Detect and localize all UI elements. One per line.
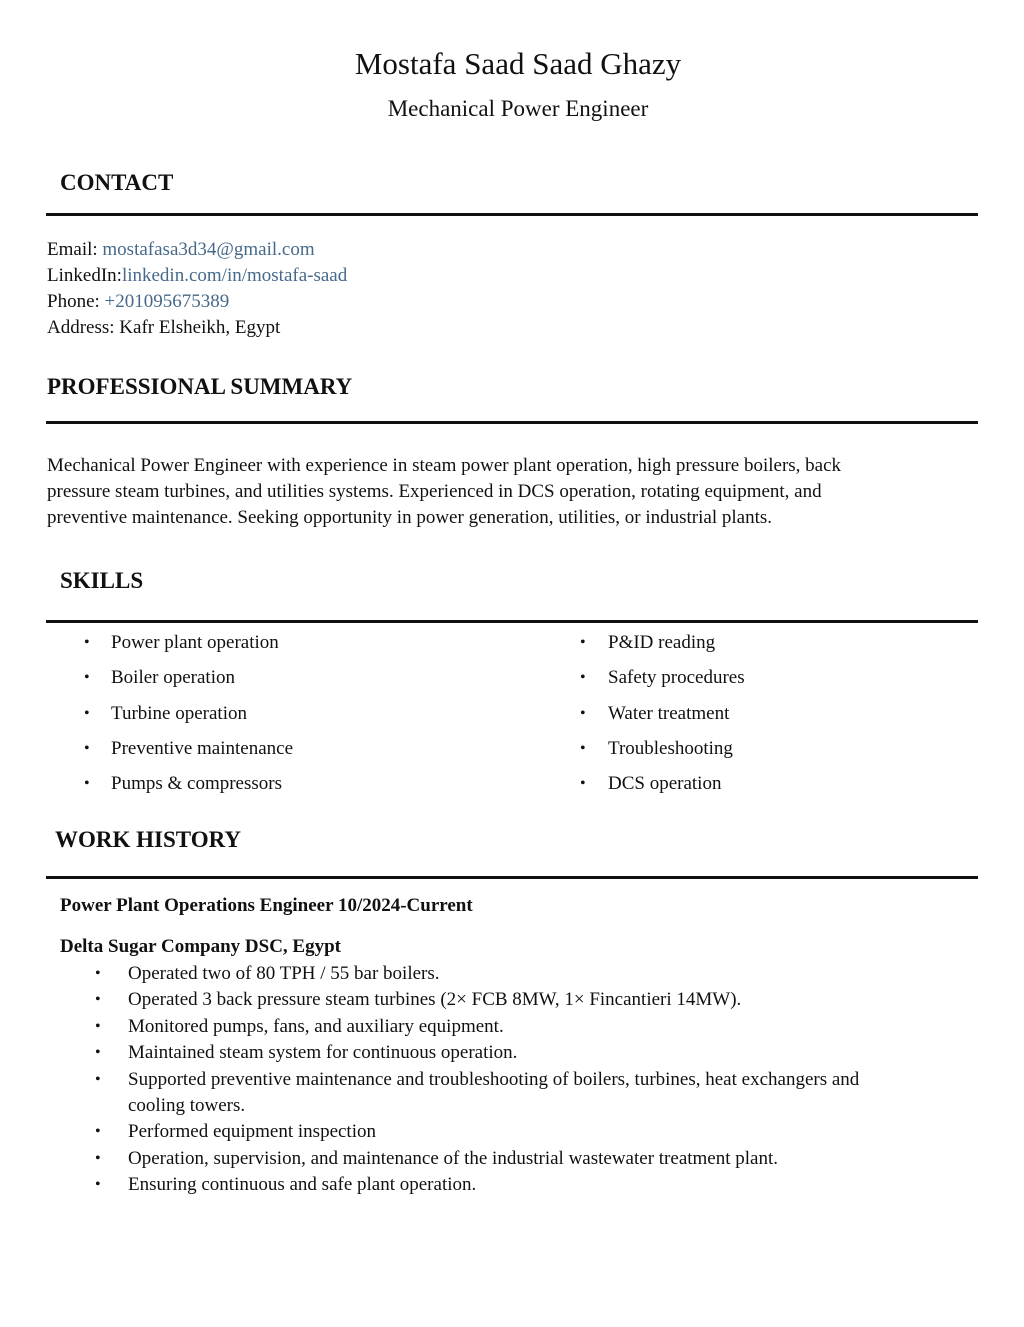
summary-divider <box>46 421 978 424</box>
summary-heading: PROFESSIONAL SUMMARY <box>47 374 353 399</box>
email-link[interactable]: mostafasa3d34@gmail.com <box>102 239 315 260</box>
summary-line: Mechanical Power Engineer with experience in steam power plant operation, high pressure boilers, back <box>47 455 842 476</box>
summary-line: preventive maintenance. Seeking opportunity in power generation, utilities, or industrial plants. <box>47 507 772 528</box>
skill-item: Safety procedures <box>608 667 745 688</box>
address-line: Address: Kafr Elsheikh, Egypt <box>47 317 281 338</box>
work-bullet: Maintained steam system for continuous operation. <box>128 1042 518 1064</box>
work-bullet: Monitored pumps, fans, and auxiliary equipment. <box>128 1015 504 1037</box>
summary-line: pressure steam turbines, and utilities systems. Experienced in DCS operation, rotating equipment, and <box>47 481 822 502</box>
company-name: Delta Sugar Company DSC, Egypt <box>60 936 341 957</box>
work-bullet: Ensuring continuous and safe plant operation. <box>128 1174 477 1196</box>
work-bullet: Operated 3 back pressure steam turbines (2× FCB 8MW, 1× Fincantieri 14MW). <box>128 989 742 1011</box>
work-bullet: Operated two of 80 TPH / 55 bar boilers. <box>128 963 440 984</box>
bullet-icon: • <box>580 634 586 651</box>
email-line <box>47 237 315 263</box>
phone-link[interactable]: +201095675389 <box>104 291 230 312</box>
skill-item: Power plant operation <box>111 632 279 653</box>
candidate-name: Mostafa Saad Saad Ghazy <box>354 46 682 81</box>
linkedin-link[interactable]: linkedin.com/in/mostafa-saad <box>121 265 348 286</box>
bullet-icon: • <box>95 965 101 982</box>
bullet-icon: • <box>580 669 586 686</box>
skill-item: Water treatment <box>608 703 730 724</box>
work-bullet: cooling towers. <box>128 1095 246 1116</box>
bullet-icon: • <box>580 705 586 722</box>
candidate-title: Mechanical Power Engineer <box>387 96 649 121</box>
bullet-icon: • <box>95 1070 101 1088</box>
phone-label: Phone: <box>47 291 105 312</box>
contact-divider <box>46 213 978 216</box>
work-bullet: Operation, supervision, and maintenance of the industrial wastewater treatment plant. <box>128 1147 779 1169</box>
skill-item: P&ID reading <box>608 632 716 653</box>
bullet-icon: • <box>95 991 101 1009</box>
bullet-icon: • <box>84 705 90 722</box>
bullet-icon: • <box>95 1017 101 1035</box>
work-bullet: Supported preventive maintenance and troubleshooting of boilers, turbines, heat exchangers and <box>128 1068 860 1090</box>
phone-line <box>47 289 229 315</box>
skill-item: Troubleshooting <box>608 738 733 759</box>
skill-item: Preventive maintenance <box>111 738 294 759</box>
skills-heading: SKILLS <box>60 568 144 593</box>
bullet-icon: • <box>84 634 90 651</box>
skill-item: Pumps & compressors <box>111 773 282 794</box>
bullet-icon: • <box>84 775 90 792</box>
bullet-icon: • <box>84 740 90 757</box>
bullet-icon: • <box>84 669 90 686</box>
job-title: Power Plant Operations Engineer 10/2024-Current <box>60 895 473 916</box>
work-divider <box>46 876 978 879</box>
skills-divider <box>46 620 978 623</box>
bullet-icon: • <box>95 1044 101 1062</box>
linkedin-line <box>47 263 347 289</box>
work-bullet: Performed equipment inspection <box>128 1121 376 1143</box>
bullet-icon: • <box>95 1149 101 1167</box>
email-label: Email: <box>47 239 103 260</box>
work-heading: WORK HISTORY <box>55 827 241 852</box>
skill-item: Turbine operation <box>111 703 247 724</box>
bullet-icon: • <box>580 775 586 792</box>
bullet-icon: • <box>95 1123 101 1141</box>
linkedin-label: LinkedIn: <box>47 265 122 286</box>
skill-item: DCS operation <box>608 773 722 794</box>
bullet-icon: • <box>95 1176 101 1194</box>
contact-heading: CONTACT <box>60 170 174 195</box>
bullet-icon: • <box>580 740 586 757</box>
skill-item: Boiler operation <box>111 667 235 688</box>
